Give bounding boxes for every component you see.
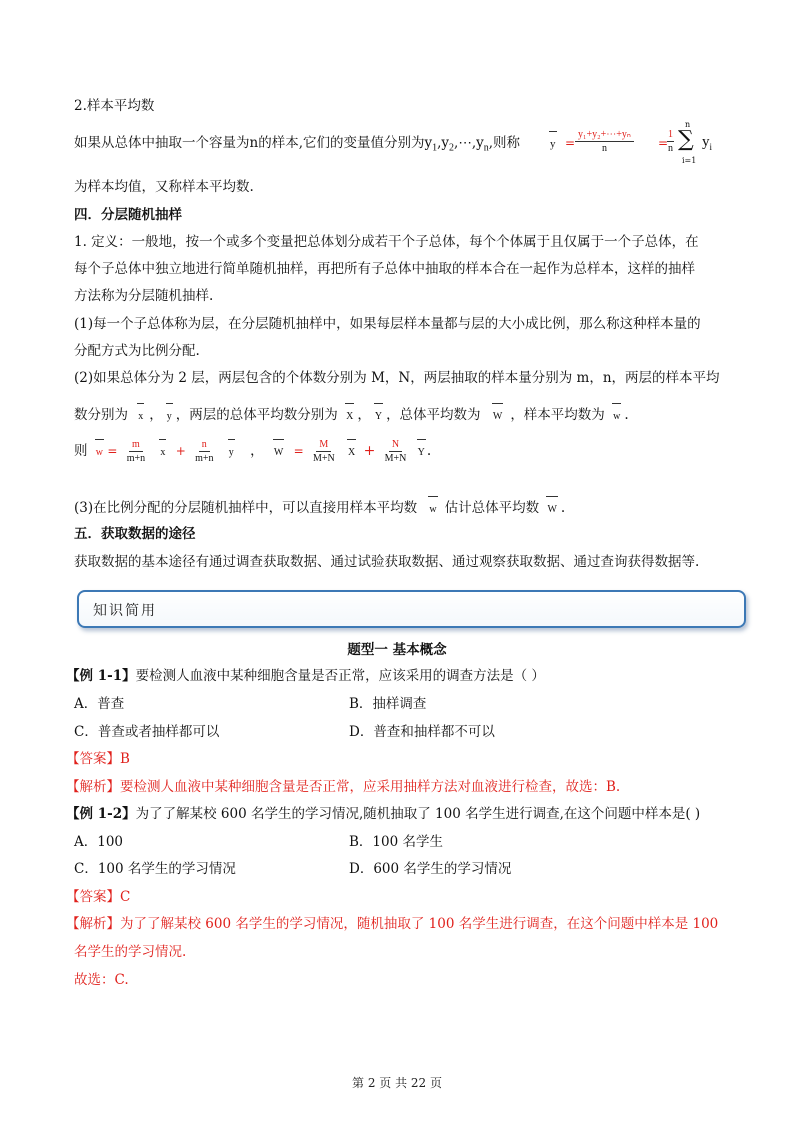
text: ，两层的总体平均数分别为: [175, 407, 338, 423]
text: ，: [357, 407, 371, 423]
definition-line-2: 每个子总体中独立地进行简单随机抽样，再把所有子总体中抽取的样本合在一起作为总样本，这样的抽样: [74, 261, 695, 277]
option-b: B．100 名学生: [349, 834, 443, 850]
fraction-numerator: 1: [668, 129, 673, 140]
X-bar: X: [346, 403, 353, 427]
text: .: [560, 500, 566, 516]
option-b: B．抽样调查: [349, 696, 427, 712]
paragraph-1-line-2: 分配方式为比例分配.: [74, 343, 200, 359]
y-bar: y: [550, 132, 556, 150]
example-1-2-question: [66, 804, 700, 824]
fraction-denominator: m+n: [195, 453, 214, 464]
answer-value: C: [120, 889, 131, 905]
question-text: 为了了解某校 600 名学生的学习情况,随机抽取了 100 名学生进行调查,在这个问题中样本是( ): [135, 806, 701, 822]
example-label: 【例 1-2】: [66, 806, 136, 822]
fraction-numerator: y₁+y₂+⋯+yₙ: [575, 128, 634, 142]
sum-upper-limit: n: [685, 120, 691, 129]
text: (3)在比例分配的分层随机抽样中，可以直接用样本平均数: [74, 500, 418, 516]
definition-line-3: 方法称为分层随机抽样.: [74, 288, 214, 304]
fraction: [124, 438, 148, 465]
subscript: 2: [449, 142, 455, 154]
fraction-denominator: M+N: [312, 453, 335, 464]
section-heading-data-sources: 五．获取数据的途径: [74, 526, 196, 542]
answer-1-1: 【答案】B: [66, 751, 130, 767]
fraction-numerator: N: [389, 438, 402, 452]
paragraph-1-line-1: (1)每一个子总体称为层，在分层随机抽样中，如果每层样本量都与层的大小成比例，那么称这种样本量的: [74, 316, 701, 332]
coef-fraction: [667, 128, 674, 155]
fraction-numerator: M: [316, 438, 331, 452]
W-bar: W: [547, 496, 556, 520]
fraction-denominator: m+n: [126, 453, 146, 464]
option-c: C．100 名学生的学习情况: [74, 861, 236, 877]
equals-sign: =: [565, 136, 576, 150]
example-1-1-question: [66, 666, 545, 686]
fraction-denominator: n: [668, 143, 673, 154]
w-bar: w: [96, 439, 103, 463]
definition-line-1: 1. 定义：一般地，按一个或多个变量把总体划分成若干个子总体，每个个体属于且仅属于一个子总体，在: [74, 234, 699, 250]
example-label: 【例 1-1】: [66, 668, 136, 684]
fraction-numerator: m: [129, 438, 143, 452]
fraction: [192, 438, 216, 465]
analysis-1-2-line-1: [66, 914, 718, 934]
fraction-denominator: n: [601, 143, 607, 154]
subscript: n: [483, 142, 489, 154]
plus-sign: +: [175, 444, 186, 458]
text: 估计总体平均数: [444, 500, 540, 516]
banner-label: 知识简用: [93, 603, 157, 619]
subscript: 1: [432, 142, 438, 154]
Y-bar: Y: [375, 403, 382, 427]
weighted-mean-formulas: [74, 438, 431, 468]
x-bar: x: [160, 439, 165, 463]
analysis-label: 【解析】: [66, 779, 120, 795]
option-d: D．600 名学生的学习情况: [349, 861, 512, 877]
mean-fraction: [575, 128, 634, 155]
equals-sign: =: [293, 444, 304, 458]
answer-label: 【答案】: [66, 889, 120, 905]
y-bar: y: [167, 403, 172, 427]
fraction: [310, 438, 338, 465]
w-bar: w: [613, 403, 620, 427]
text: 则: [74, 443, 88, 459]
option-d: D．普查和抽样都不可以: [349, 724, 495, 740]
x-bar: x: [138, 403, 143, 427]
intro-text: 如果从总体中抽取一个容量为n的样本,它们的变量值分别为y: [74, 135, 433, 151]
analysis-label: 【解析】: [66, 916, 120, 932]
text: ，: [149, 407, 163, 423]
fraction-numerator: n: [199, 438, 210, 452]
section-heading-sample-mean: 2.样本平均数: [74, 98, 155, 114]
analysis-1-2-line-2: 名学生的学习情况.: [74, 944, 187, 960]
intro-text: ,则称: [488, 135, 521, 151]
paragraph-2-line-2: [74, 403, 629, 427]
subscript: i: [709, 142, 713, 152]
text: .: [624, 407, 629, 423]
option-c: C．普查或者抽样都可以: [74, 724, 220, 740]
intro-text: ,y: [437, 135, 450, 151]
knowledge-application-banner: [77, 590, 746, 628]
analysis-1-2-line-3: 故选：C.: [74, 972, 129, 988]
text: ，样本平均数为: [510, 407, 605, 423]
sum-lower-limit: i=1: [682, 156, 697, 165]
data-sources-text: 获取数据的基本途径有通过调查获取数据、通过试验获取数据、通过观察获取数据、通过查询获得数据等.: [74, 554, 700, 570]
X-bar: X: [348, 439, 355, 463]
section-heading-stratified: 四．分层随机抽样: [74, 207, 182, 223]
answer-1-2: [66, 887, 130, 907]
text: .: [426, 443, 432, 459]
sample-mean-conclusion: 为样本均值，又称样本平均数.: [74, 179, 254, 195]
term-y: y: [702, 134, 710, 150]
text: ，: [250, 443, 264, 459]
equals-sign: =: [107, 444, 118, 458]
paragraph-2-line-1: (2)如果总体分为 2 层，两层包含的个体数分别为 M，N，两层抽取的样本量分别为 m，n，两层的样本平均: [74, 370, 720, 386]
sample-mean-intro: [74, 133, 520, 159]
text: ，总体平均数为: [386, 407, 481, 423]
paragraph-3: [74, 496, 565, 520]
sum-term: [702, 134, 712, 152]
w-bar: w: [429, 496, 436, 520]
Y-bar: Y: [418, 439, 425, 463]
analysis-1-1: [66, 777, 620, 797]
question-text: 要检测人血液中某种细胞含量是否正常，应该采用的调查方法是（ ）: [135, 668, 545, 684]
fraction: [382, 438, 410, 465]
question-type-title: 题型一 基本概念: [347, 642, 447, 658]
page-number-footer: 第 2 页 共 22 页: [352, 1076, 442, 1090]
option-a: A．普查: [74, 696, 125, 712]
text: 数分别为: [74, 407, 128, 423]
analysis-text: 为了了解某校 600 名学生的学习情况，随机抽取了 100 名学生进行调查，在这个问题中样本是 100: [120, 916, 719, 932]
intro-text: ,⋯,y: [454, 135, 484, 151]
option-a: A．100: [74, 834, 124, 850]
analysis-text: 要检测人血液中某种细胞含量是否正常，应采用抽样方法对血液进行检查，故选：B.: [120, 779, 621, 795]
y-bar: y: [229, 439, 234, 463]
fraction-denominator: M+N: [384, 453, 407, 464]
equals-sign: =: [658, 136, 669, 150]
W-bar: W: [274, 439, 283, 463]
plus-sign: +: [363, 443, 376, 459]
W-bar: W: [493, 403, 502, 427]
sigma-symbol: ∑: [678, 127, 694, 152]
